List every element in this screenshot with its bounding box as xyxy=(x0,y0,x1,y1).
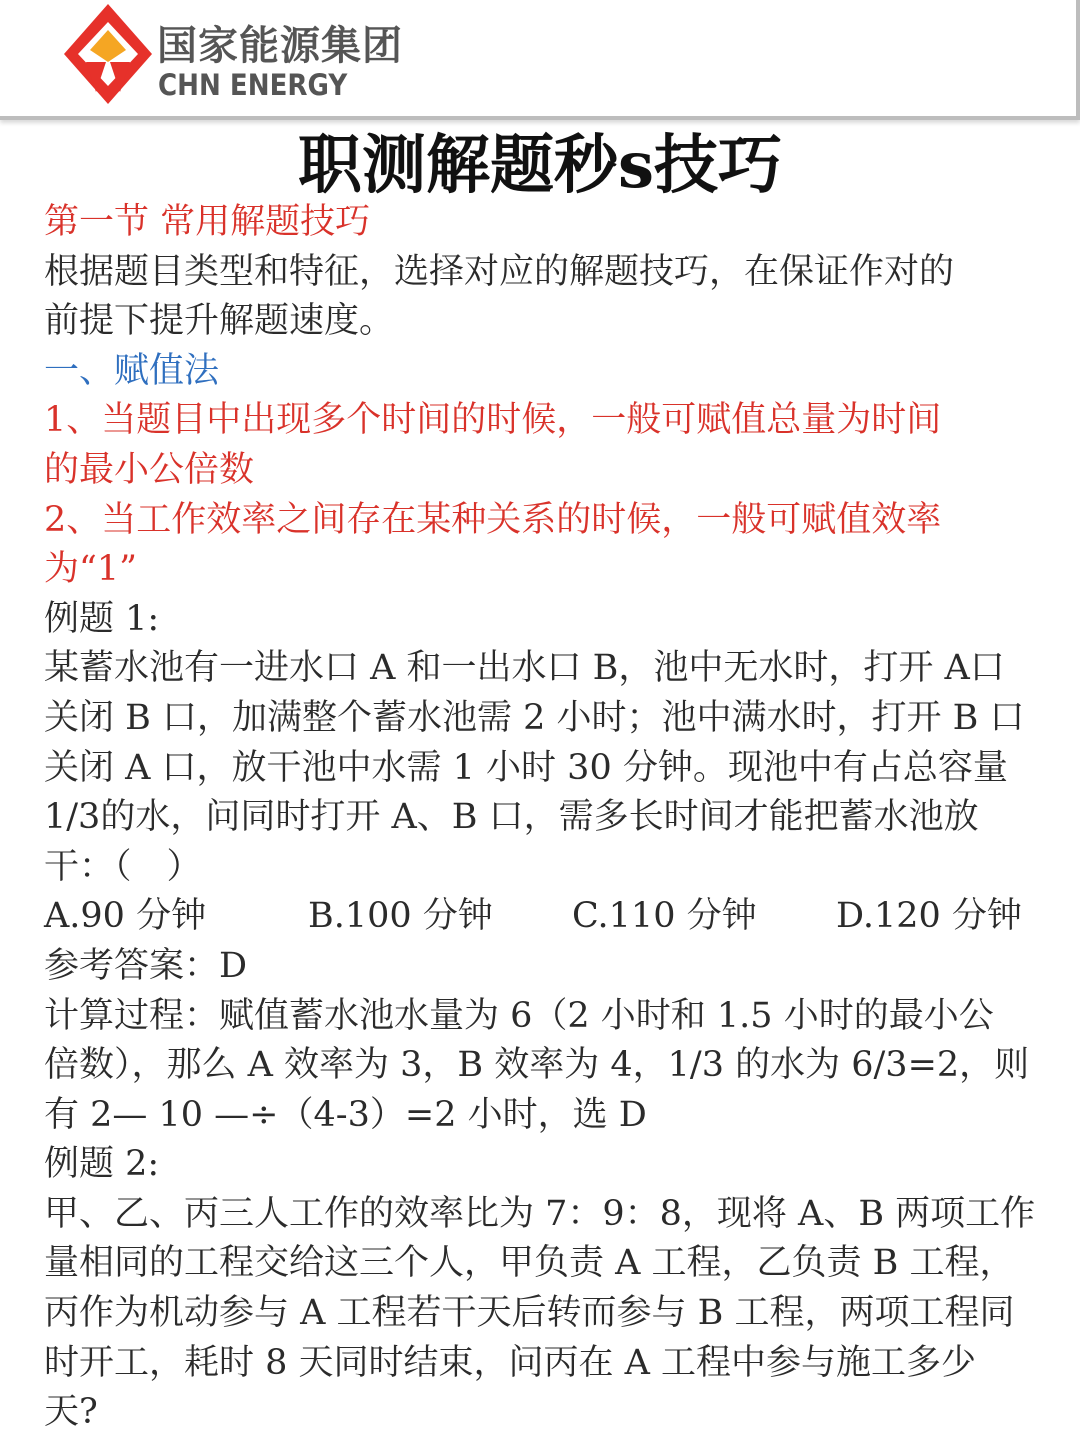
example1-question-line: 1/3的水，问同时打开 A、B 口，需多长时间才能把蓄水池放 xyxy=(44,797,979,838)
example1-options xyxy=(44,892,1044,942)
example2-question-line: 甲、乙、丙三人工作的效率比为 7：9：8，现将 A、B 两项工作 xyxy=(44,1193,1036,1234)
intro-line: 根据题目类型和特征，选择对应的解题技巧，在保证作对的 xyxy=(44,251,955,292)
example2-question-line: 天? xyxy=(44,1392,98,1433)
example1-process-line: 有 2— 10 —÷（4-3）=2 小时，选 D xyxy=(44,1094,647,1135)
rule-line: 1、当题目中出现多个时间的时候，一般可赋值总量为时间 xyxy=(44,400,942,441)
option-b: B.100 分钟 xyxy=(308,896,493,937)
example1-process-line: 倍数），那么 A 效率为 3，B 效率为 4，1/3 的水为 6/3=2，则 xyxy=(44,1045,1030,1086)
chn-energy-logo-icon xyxy=(58,2,158,112)
example1-question-line: 某蓄水池有一进水口 A 和一出水口 B，池中无水时，打开 A口 xyxy=(44,648,1005,689)
rule-line: 为“1” xyxy=(44,549,138,590)
rule-line: 2、当工作效率之间存在某种关系的时候，一般可赋值效率 xyxy=(44,499,942,540)
option-d: D.120 分钟 xyxy=(836,896,1022,937)
example1-process-line: 计算过程：赋值蓄水池水量为 6（2 小时和 1.5 小时的最小公 xyxy=(44,995,994,1036)
example2-question-line: 量相同的工程交给这三个人，甲负责 A 工程，乙负责 B 工程， xyxy=(44,1243,1015,1284)
example1-question-line: 关闭 B 口，加满整个蓄水池需 2 小时；池中满水时，打开 B 口 xyxy=(44,697,1025,738)
method-title: 一、赋值法 xyxy=(44,350,220,391)
logo-english-name: CHN ENERGY xyxy=(158,68,348,102)
section-heading: 第一节 常用解题技巧 xyxy=(44,202,371,242)
example1-question-line: 关闭 A 口，放干池中水需 1 小时 30 分钟。现池中有占总容量 xyxy=(44,747,1008,788)
document-body xyxy=(44,198,1044,1438)
page-title: 职测解题秒s技巧 xyxy=(297,128,783,203)
example1-answer: 参考答案：D xyxy=(44,945,248,986)
option-a: A.90 分钟 xyxy=(44,896,207,937)
rule-line: 的最小公倍数 xyxy=(44,449,255,490)
example2-label: 例题 2: xyxy=(44,1144,160,1185)
intro-line: 前提下提升解题速度。 xyxy=(44,301,395,342)
option-c: C.110 分钟 xyxy=(572,896,757,937)
example2-question-line: 丙作为机动参与 A 工程若干天后转而参与 B 工程，两项工程同 xyxy=(44,1293,1015,1334)
example1-label: 例题 1: xyxy=(44,598,160,639)
example1-question-line: 干：（ ） xyxy=(44,846,202,887)
logo-chinese-name: 国家能源集团 xyxy=(157,23,403,69)
header-bar xyxy=(0,0,1080,120)
example2-question-line: 时开工，耗时 8 天同时结束，问丙在 A 工程中参与施工多少 xyxy=(44,1342,977,1383)
